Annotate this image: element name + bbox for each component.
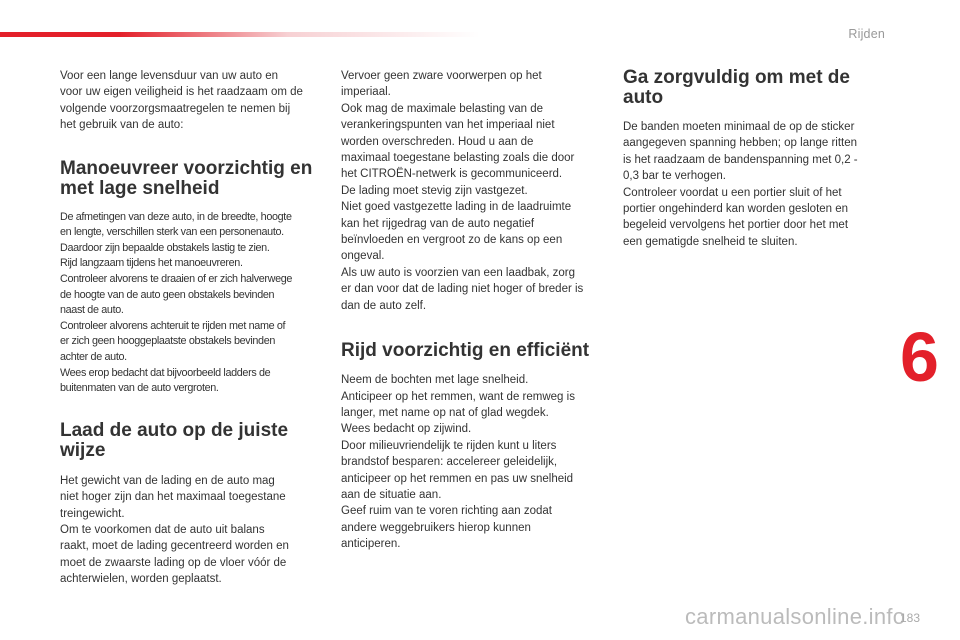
chapter-tab-number: 6 bbox=[900, 318, 939, 396]
column-right bbox=[623, 68, 883, 250]
intro-paragraph: Voor een lange levensduur van uw auto en voor uw eigen veiligheid is het raadzaam om de volgende voorzorgsmaatregelen te nemen bij het gebruik van de auto: bbox=[60, 70, 303, 132]
laad-paragraph: Het gewicht van de lading en de auto mag niet hoger zijn dan het maximaal toegestane treingewicht. Om te voorkomen dat de auto uit balans raakt, moet de lading gecentreerd worden en moet de zwaarste lading op de vloer vóór de achterwielen, worden geplaatst. bbox=[60, 474, 289, 586]
heading-ga: Ga zorgvuldig om met de auto bbox=[623, 67, 850, 108]
heading-rijd: Rijd voorzichtig en efficiënt bbox=[341, 340, 590, 362]
column-middle bbox=[341, 68, 604, 553]
heading-manoeuvreer: Manoeuvreer voorzichtig en met lage snelheid bbox=[60, 157, 313, 199]
chapter-color-bar bbox=[0, 32, 480, 37]
column-left bbox=[60, 68, 322, 588]
chapter-title: Rijden bbox=[848, 27, 885, 41]
rijd-paragraph: Neem de bochten met lage snelheid. Anticipeer op het remmen, want de remweg is langer, met name op nat of glad wegdek. Wees bedacht op zijwind. Door milieuvriendelijk te rijden kunt u liters brandstof besparen: accelereer geleidelijk, anticipeer op het remmen en pas uw snelheid aan de situatie aan. Geef ruim van te voren richting aan zodat andere weggebruikers hierop kunnen anticiperen. bbox=[341, 374, 575, 551]
vervoer-paragraph: Vervoer geen zware voorwerpen op het imperiaal. Ook mag de maximale belasting van de verankeringspunten van het imperiaal niet worden overschreden. Houd u aan de maximaal toegestane belasting zoals die door het CITROËN-netwerk is gecommuniceerd. De lading moet stevig zijn vastgezet. Niet goed vastgezette lading in de laadruimte kan het rijgedrag van de auto negatief beïnvloeden en vergroot zo de kans op een ongeval. Als uw auto is voorzien van een laadbak, zorg er dan voor dat de lading niet hoger of breder is dan de auto zelf. bbox=[341, 70, 584, 312]
ga-paragraph: De banden moeten minimaal de op de sticker aangegeven spanning hebben; op lange ritten is het raadzaam de bandenspanning met 0,2 - 0,3 bar te verhogen. Controleer voordat u een portier sluit of het portier ongehinderd kan worden gesloten en begeleid vervolgens het portier door het met een gematigde snelheid te sluiten. bbox=[623, 121, 858, 248]
watermark: carmanualsonline.info bbox=[685, 604, 906, 629]
heading-laad: Laad de auto op de juiste wijze bbox=[60, 419, 289, 461]
manoeuvreer-paragraph: De afmetingen van deze auto, in de breedte, hoogte en lengte, verschillen sterk van een personenauto. Daardoor zijn bepaalde obstakels lastig te zien. Rijd langzaam tijdens het manoeuvreren. Controleer alvorens te draaien of er zich halverwege de hoogte van de auto geen obstakels bevinden naast de auto. Controleer alvorens achteruit te rijden met name of er zich geen hooggeplaatste obstakels bevinden achter de auto. Wees erop bedacht dat bijvoorbeeld ladders de buitenmaten van de auto vergroten. bbox=[60, 210, 293, 395]
page-number: 183 bbox=[899, 611, 920, 625]
